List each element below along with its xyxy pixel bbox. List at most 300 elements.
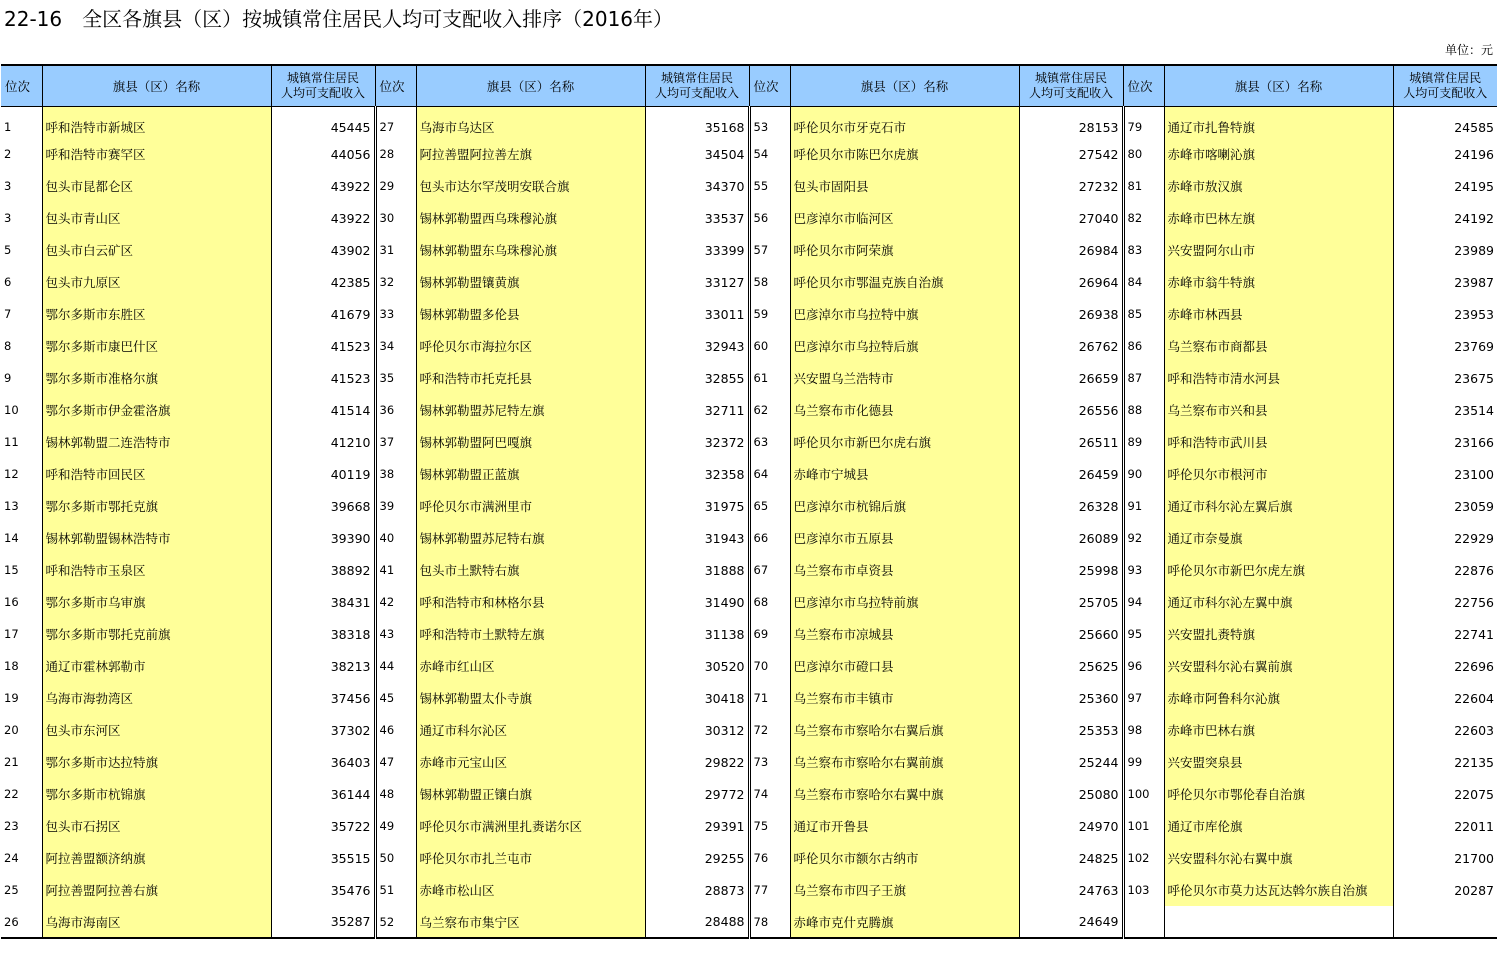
value-cell: 23514 <box>1454 402 1494 418</box>
name-cell: 赤峰市宁城县 <box>790 458 1019 490</box>
rank-cell: 5 <box>4 243 12 257</box>
name-cell: 锡林郭勒盟阿巴嘎旗 <box>416 426 645 458</box>
table-row <box>1 554 1497 586</box>
name-cell: 乌兰察布市凉城县 <box>790 618 1019 650</box>
name-cell: 乌海市海南区 <box>42 906 271 938</box>
value-cell: 24195 <box>1454 178 1494 194</box>
header-rank: 位次 <box>749 65 790 106</box>
name-cell: 兴安盟科尔沁右翼前旗 <box>1164 650 1393 682</box>
value-cell: 38892 <box>271 554 375 586</box>
value-cell: 23987 <box>1454 274 1494 290</box>
name-cell: 锡林郭勒盟太仆寺旗 <box>416 682 645 714</box>
value-cell: 41523 <box>271 330 375 362</box>
name-cell: 呼和浩特市玉泉区 <box>42 554 271 586</box>
name-cell: 呼和浩特市托克托县 <box>416 362 645 394</box>
value-cell: 38318 <box>271 618 375 650</box>
name-cell: 呼和浩特市新城区 <box>42 106 271 138</box>
value-cell: 23059 <box>1454 498 1494 514</box>
value-cell: 41523 <box>271 362 375 394</box>
rank-cell: 39 <box>379 499 395 513</box>
header-value <box>271 65 375 106</box>
rank-cell: 33 <box>379 307 395 321</box>
rank-cell: 17 <box>4 627 19 641</box>
value-cell: 35722 <box>271 810 375 842</box>
name-cell: 呼伦贝尔市新巴尔虎右旗 <box>790 426 1019 458</box>
value-cell: 45445 <box>271 106 375 138</box>
value-cell: 34370 <box>645 170 749 202</box>
name-cell: 兴安盟突泉县 <box>1164 746 1393 778</box>
value-cell: 22876 <box>1454 562 1494 578</box>
name-cell: 赤峰市林西县 <box>1164 298 1393 330</box>
value-cell: 41210 <box>271 426 375 458</box>
name-cell: 乌兰察布市察哈尔右翼前旗 <box>790 746 1019 778</box>
name-cell: 赤峰市克什克腾旗 <box>790 906 1019 938</box>
value-cell: 37456 <box>271 682 375 714</box>
value-cell: 41514 <box>271 394 375 426</box>
name-cell: 巴彦淖尔市临河区 <box>790 202 1019 234</box>
rank-cell: 42 <box>379 595 395 609</box>
name-cell: 通辽市库伦旗 <box>1164 810 1393 842</box>
value-cell: 32711 <box>645 394 749 426</box>
name-cell: 乌兰察布市察哈尔右翼后旗 <box>790 714 1019 746</box>
rank-cell: 38 <box>379 467 395 481</box>
rank-cell: 103 <box>1127 883 1150 897</box>
name-cell: 鄂尔多斯市鄂托克旗 <box>42 490 271 522</box>
rank-cell: 82 <box>1127 211 1143 225</box>
name-cell: 通辽市霍林郭勒市 <box>42 650 271 682</box>
rank-cell: 58 <box>753 275 769 289</box>
name-cell: 通辽市开鲁县 <box>790 810 1019 842</box>
value-cell: 36403 <box>271 746 375 778</box>
name-cell: 乌海市海勃湾区 <box>42 682 271 714</box>
table-row <box>1 106 1497 138</box>
value-cell: 37302 <box>271 714 375 746</box>
header-value-line1: 城镇常住居民 <box>286 70 359 85</box>
value-cell: 25625 <box>1019 650 1123 682</box>
table-row <box>1 842 1497 874</box>
rank-cell: 49 <box>379 819 395 833</box>
rank-cell: 25 <box>4 883 19 897</box>
name-cell: 包头市达尔罕茂明安联合旗 <box>416 170 645 202</box>
name-cell: 呼和浩特市回民区 <box>42 458 271 490</box>
table-row <box>1 522 1497 554</box>
name-cell: 呼伦贝尔市扎兰屯市 <box>416 842 645 874</box>
name-cell: 呼伦贝尔市额尔古纳市 <box>790 842 1019 874</box>
header-name: 旗县（区）名称 <box>416 65 645 106</box>
table-row <box>1 746 1497 778</box>
header-value-line1: 城镇常住居民 <box>1034 70 1107 85</box>
rank-cell: 37 <box>379 435 395 449</box>
value-cell: 39390 <box>271 522 375 554</box>
value-cell: 44056 <box>271 138 375 170</box>
name-cell: 呼伦贝尔市满洲里扎赉诺尔区 <box>416 810 645 842</box>
rank-cell: 94 <box>1127 595 1143 609</box>
rank-cell: 16 <box>4 595 19 609</box>
rank-cell: 87 <box>1127 371 1143 385</box>
value-cell: 41679 <box>271 298 375 330</box>
table-row <box>1 586 1497 618</box>
table-row <box>1 490 1497 522</box>
value-cell: 29822 <box>645 746 749 778</box>
rank-cell: 62 <box>753 403 769 417</box>
rank-cell: 8 <box>4 339 12 353</box>
name-cell: 赤峰市阿鲁科尔沁旗 <box>1164 682 1393 714</box>
value-cell: 26511 <box>1019 426 1123 458</box>
table-row <box>1 874 1497 906</box>
value-cell: 22929 <box>1454 530 1494 546</box>
name-cell: 赤峰市巴林右旗 <box>1164 714 1393 746</box>
value-cell: 33537 <box>645 202 749 234</box>
name-cell: 兴安盟科尔沁右翼中旗 <box>1164 842 1393 874</box>
header-rank: 位次 <box>1 65 42 106</box>
name-cell: 呼伦贝尔市阿荣旗 <box>790 234 1019 266</box>
header-row <box>1 65 1497 106</box>
rank-cell: 31 <box>379 243 395 257</box>
rank-cell: 59 <box>753 307 769 321</box>
rank-cell: 83 <box>1127 243 1143 257</box>
name-cell: 锡林郭勒盟正镶白旗 <box>416 778 645 810</box>
rank-cell: 81 <box>1127 179 1143 193</box>
value-cell: 23989 <box>1454 242 1494 258</box>
table-row <box>1 202 1497 234</box>
table-row <box>1 170 1497 202</box>
rank-cell: 48 <box>379 787 395 801</box>
name-cell: 乌兰察布市察哈尔右翼中旗 <box>790 778 1019 810</box>
rank-cell: 102 <box>1127 851 1150 865</box>
name-cell: 包头市石拐区 <box>42 810 271 842</box>
rank-cell: 30 <box>379 211 395 225</box>
value-cell: 20287 <box>1454 882 1494 898</box>
rank-cell: 3 <box>4 179 12 193</box>
name-cell: 呼伦贝尔市牙克石市 <box>790 106 1019 138</box>
rank-cell: 32 <box>379 275 395 289</box>
table-row <box>1 810 1497 842</box>
value-cell: 35476 <box>271 874 375 906</box>
rank-cell: 14 <box>4 531 19 545</box>
name-cell: 包头市东河区 <box>42 714 271 746</box>
rank-cell: 19 <box>4 691 19 705</box>
rank-cell: 100 <box>1127 787 1150 801</box>
name-cell: 巴彦淖尔市磴口县 <box>790 650 1019 682</box>
name-cell: 锡林郭勒盟苏尼特左旗 <box>416 394 645 426</box>
header-value <box>1393 65 1497 106</box>
rank-cell: 89 <box>1127 435 1143 449</box>
name-cell: 赤峰市元宝山区 <box>416 746 645 778</box>
name-cell: 鄂尔多斯市东胜区 <box>42 298 271 330</box>
name-cell: 鄂尔多斯市鄂托克前旗 <box>42 618 271 650</box>
value-cell: 26964 <box>1019 266 1123 298</box>
value-cell: 29391 <box>645 810 749 842</box>
value-cell: 31490 <box>645 586 749 618</box>
name-cell: 通辽市科尔沁区 <box>416 714 645 746</box>
value-cell: 38213 <box>271 650 375 682</box>
rank-cell: 78 <box>749 906 790 938</box>
name-cell: 兴安盟乌兰浩特市 <box>790 362 1019 394</box>
rank-cell: 29 <box>379 179 395 193</box>
table-row <box>1 458 1497 490</box>
unit-label: 单位：元 <box>1444 43 1493 57</box>
rank-cell: 7 <box>4 307 12 321</box>
rank-cell: 50 <box>379 851 395 865</box>
rank-cell: 55 <box>753 179 769 193</box>
name-cell: 锡林郭勒盟镶黄旗 <box>416 266 645 298</box>
value-cell: 21700 <box>1454 850 1494 866</box>
name-cell: 巴彦淖尔市乌拉特中旗 <box>790 298 1019 330</box>
header-value-line1: 城镇常住居民 <box>1409 70 1482 85</box>
name-cell: 呼伦贝尔市陈巴尔虎旗 <box>790 138 1019 170</box>
rank-cell: 88 <box>1127 403 1143 417</box>
name-cell: 赤峰市松山区 <box>416 874 645 906</box>
value-cell: 25244 <box>1019 746 1123 778</box>
table-row <box>1 682 1497 714</box>
value-cell: 35515 <box>271 842 375 874</box>
table-row <box>1 714 1497 746</box>
value-cell: 24585 <box>1454 119 1494 135</box>
name-cell: 包头市土默特右旗 <box>416 554 645 586</box>
value-cell: 24196 <box>1454 146 1494 162</box>
table-row <box>1 778 1497 810</box>
rank-cell: 80 <box>1127 147 1143 161</box>
value-cell: 22756 <box>1454 594 1494 610</box>
name-cell: 锡林郭勒盟正蓝旗 <box>416 458 645 490</box>
rank-cell: 13 <box>4 499 19 513</box>
rank-cell: 95 <box>1127 627 1143 641</box>
rank-cell: 10 <box>4 403 19 417</box>
table-body <box>1 106 1497 938</box>
rank-cell: 21 <box>4 755 19 769</box>
value-cell: 24825 <box>1019 842 1123 874</box>
header-rank: 位次 <box>375 65 416 106</box>
value-cell: 43922 <box>271 202 375 234</box>
table-row <box>1 362 1497 394</box>
rank-cell: 52 <box>375 906 416 938</box>
rank-cell: 98 <box>1127 723 1143 737</box>
rank-cell: 84 <box>1127 275 1143 289</box>
rank-cell: 43 <box>379 627 395 641</box>
rank-cell: 18 <box>4 659 19 673</box>
name-cell: 锡林郭勒盟东乌珠穆沁旗 <box>416 234 645 266</box>
value-cell: 32372 <box>645 426 749 458</box>
value-cell: 32855 <box>645 362 749 394</box>
name-cell: 阿拉善盟阿拉善左旗 <box>416 138 645 170</box>
name-cell: 巴彦淖尔市杭锦后旗 <box>790 490 1019 522</box>
value-cell: 28488 <box>645 906 749 938</box>
rank-cell: 23 <box>4 819 19 833</box>
header-value <box>1019 65 1123 106</box>
header-value-line1: 城镇常住居民 <box>660 70 733 85</box>
value-cell: 36144 <box>271 778 375 810</box>
name-cell: 鄂尔多斯市康巴什区 <box>42 330 271 362</box>
name-cell: 赤峰市喀喇沁旗 <box>1164 138 1393 170</box>
rank-cell: 57 <box>753 243 769 257</box>
name-cell: 锡林郭勒盟苏尼特右旗 <box>416 522 645 554</box>
rank-cell: 86 <box>1127 339 1143 353</box>
value-cell: 33127 <box>645 266 749 298</box>
rank-cell: 63 <box>753 435 769 449</box>
name-cell: 乌兰察布市商都县 <box>1164 330 1393 362</box>
name-cell: 呼和浩特市武川县 <box>1164 426 1393 458</box>
name-cell: 锡林郭勒盟锡林浩特市 <box>42 522 271 554</box>
rank-cell: 12 <box>4 467 19 481</box>
value-cell: 31943 <box>645 522 749 554</box>
value-cell: 30520 <box>645 650 749 682</box>
name-cell: 锡林郭勒盟西乌珠穆沁旗 <box>416 202 645 234</box>
value-cell: 33399 <box>645 234 749 266</box>
name-cell: 乌兰察布市丰镇市 <box>790 682 1019 714</box>
name-cell: 呼伦贝尔市海拉尔区 <box>416 330 645 362</box>
rank-cell: 24 <box>4 851 19 865</box>
value-cell: 23166 <box>1454 434 1494 450</box>
name-cell: 呼和浩特市赛罕区 <box>42 138 271 170</box>
rank-cell: 92 <box>1127 531 1143 545</box>
rank-cell: 56 <box>753 211 769 225</box>
name-cell: 呼伦贝尔市鄂温克族自治旗 <box>790 266 1019 298</box>
name-cell: 呼和浩特市和林格尔县 <box>416 586 645 618</box>
value-cell: 31888 <box>645 554 749 586</box>
name-cell: 呼伦贝尔市新巴尔虎左旗 <box>1164 554 1393 586</box>
table-row <box>1 138 1497 170</box>
value-cell <box>1393 906 1497 938</box>
name-cell: 包头市青山区 <box>42 202 271 234</box>
rank-cell: 72 <box>753 723 769 737</box>
value-cell: 24970 <box>1019 810 1123 842</box>
rank-cell: 46 <box>379 723 395 737</box>
table-row <box>1 266 1497 298</box>
rank-cell: 64 <box>753 467 769 481</box>
name-cell: 通辽市科尔沁左翼后旗 <box>1164 490 1393 522</box>
name-cell <box>1164 906 1393 938</box>
header-name: 旗县（区）名称 <box>790 65 1019 106</box>
rank-cell: 76 <box>753 851 769 865</box>
value-cell: 26659 <box>1019 362 1123 394</box>
table-row <box>1 394 1497 426</box>
value-cell: 22696 <box>1454 658 1494 674</box>
rank-cell: 9 <box>4 371 12 385</box>
value-cell: 30418 <box>645 682 749 714</box>
name-cell: 乌兰察布市四子王旗 <box>790 874 1019 906</box>
value-cell: 43922 <box>271 170 375 202</box>
rank-cell: 101 <box>1127 819 1150 833</box>
header-value-line2: 人均可支配收入 <box>654 85 739 100</box>
name-cell: 通辽市奈曼旗 <box>1164 522 1393 554</box>
name-cell: 赤峰市敖汉旗 <box>1164 170 1393 202</box>
name-cell: 呼伦贝尔市鄂伦春自治旗 <box>1164 778 1393 810</box>
rank-cell: 79 <box>1127 120 1143 135</box>
value-cell: 24763 <box>1019 874 1123 906</box>
name-cell: 包头市白云矿区 <box>42 234 271 266</box>
value-cell: 23100 <box>1454 466 1494 482</box>
name-cell: 兴安盟扎赉特旗 <box>1164 618 1393 650</box>
value-cell: 27040 <box>1019 202 1123 234</box>
table-row <box>1 330 1497 362</box>
value-cell: 25353 <box>1019 714 1123 746</box>
name-cell: 鄂尔多斯市伊金霍洛旗 <box>42 394 271 426</box>
rank-cell: 47 <box>379 755 395 769</box>
value-cell: 23675 <box>1454 370 1494 386</box>
value-cell: 22741 <box>1454 626 1494 642</box>
value-cell: 31975 <box>645 490 749 522</box>
value-cell: 22011 <box>1454 818 1494 834</box>
rank-cell: 90 <box>1127 467 1143 481</box>
value-cell: 25360 <box>1019 682 1123 714</box>
rank-cell: 3 <box>4 211 12 225</box>
value-cell: 28153 <box>1019 106 1123 138</box>
value-cell: 22603 <box>1454 722 1494 738</box>
value-cell: 32943 <box>645 330 749 362</box>
header-name: 旗县（区）名称 <box>1164 65 1393 106</box>
name-cell: 包头市昆都仑区 <box>42 170 271 202</box>
value-cell: 23953 <box>1454 306 1494 322</box>
rank-cell: 74 <box>753 787 769 801</box>
name-cell: 呼伦贝尔市根河市 <box>1164 458 1393 490</box>
header-value-line2: 人均可支配收入 <box>1403 85 1488 100</box>
table-row <box>1 234 1497 266</box>
value-cell: 38431 <box>271 586 375 618</box>
name-cell: 通辽市扎鲁特旗 <box>1164 106 1393 138</box>
rank-cell: 70 <box>753 659 769 673</box>
rank-cell: 65 <box>753 499 769 513</box>
name-cell: 乌兰察布市卓资县 <box>790 554 1019 586</box>
rank-cell: 2 <box>4 147 12 161</box>
name-cell: 呼伦贝尔市满洲里市 <box>416 490 645 522</box>
value-cell: 39668 <box>271 490 375 522</box>
table-row <box>1 426 1497 458</box>
rank-cell: 40 <box>379 531 395 545</box>
rank-cell: 85 <box>1127 307 1143 321</box>
value-cell: 29255 <box>645 842 749 874</box>
rank-cell: 26 <box>1 906 42 938</box>
value-cell: 30312 <box>645 714 749 746</box>
value-cell: 24649 <box>1019 906 1123 938</box>
name-cell: 乌海市乌达区 <box>416 106 645 138</box>
value-cell: 24192 <box>1454 210 1494 226</box>
rank-cell: 51 <box>379 883 395 897</box>
name-cell: 呼和浩特市土默特左旗 <box>416 618 645 650</box>
value-cell: 26762 <box>1019 330 1123 362</box>
value-cell: 26459 <box>1019 458 1123 490</box>
rank-cell: 93 <box>1127 563 1143 577</box>
rank-cell: 66 <box>753 531 769 545</box>
name-cell: 包头市固阳县 <box>790 170 1019 202</box>
value-cell: 29772 <box>645 778 749 810</box>
value-cell: 27542 <box>1019 138 1123 170</box>
rank-cell: 96 <box>1127 659 1143 673</box>
value-cell: 31138 <box>645 618 749 650</box>
name-cell: 巴彦淖尔市乌拉特前旗 <box>790 586 1019 618</box>
rank-cell: 71 <box>753 691 769 705</box>
value-cell: 34504 <box>645 138 749 170</box>
name-cell: 锡林郭勒盟多伦县 <box>416 298 645 330</box>
value-cell: 25080 <box>1019 778 1123 810</box>
value-cell: 26556 <box>1019 394 1123 426</box>
rank-cell: 22 <box>4 787 19 801</box>
table-row <box>1 906 1497 938</box>
value-cell: 25705 <box>1019 586 1123 618</box>
value-cell: 26938 <box>1019 298 1123 330</box>
name-cell: 乌兰察布市兴和县 <box>1164 394 1393 426</box>
header-value <box>645 65 749 106</box>
rank-cell: 6 <box>4 275 12 289</box>
value-cell: 25660 <box>1019 618 1123 650</box>
rank-cell: 61 <box>753 371 769 385</box>
rank-cell: 45 <box>379 691 395 705</box>
name-cell: 呼伦贝尔市莫力达瓦达斡尔族自治旗 <box>1164 874 1393 906</box>
rank-cell: 11 <box>4 435 19 449</box>
name-cell: 巴彦淖尔市五原县 <box>790 522 1019 554</box>
ranking-table <box>1 64 1497 939</box>
value-cell: 35168 <box>645 106 749 138</box>
value-cell: 26089 <box>1019 522 1123 554</box>
